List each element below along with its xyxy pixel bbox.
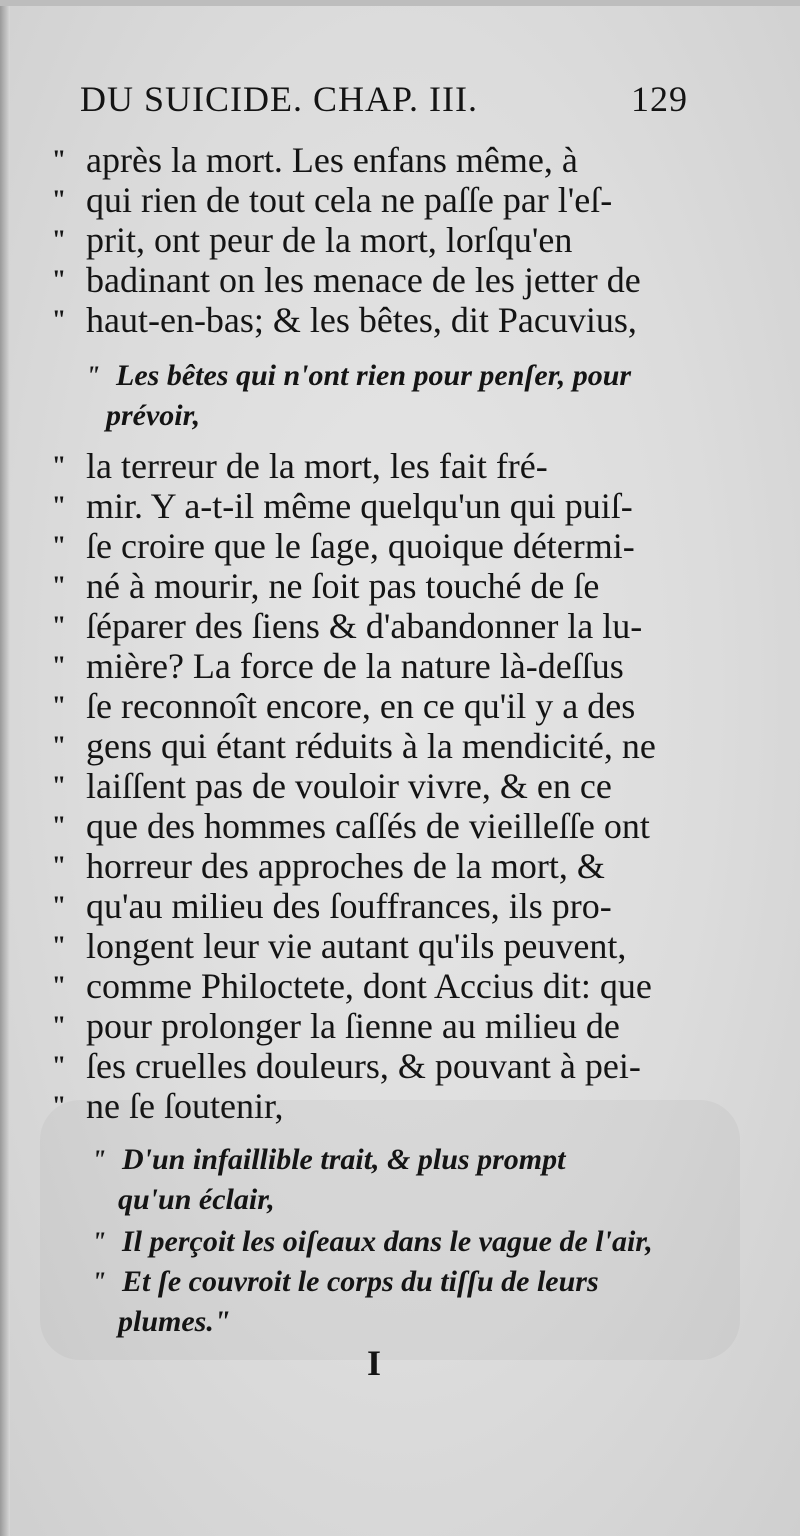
line-text: ne ſe ſoutenir, [86, 1086, 284, 1126]
quote-mark: " [51, 771, 67, 800]
page-top-edge [0, 0, 800, 6]
line-text: horreur des approches de la mort, & [86, 846, 605, 886]
line-text: ſe croire que le ſage, quoique détermi- [86, 526, 635, 566]
quote-mark: " [51, 225, 67, 254]
quote-mark: " [51, 305, 67, 334]
line-text: Et ſe couvroit le corps du tiſſu de leurs [122, 1265, 599, 1298]
page-number: 129 [631, 79, 688, 119]
line-text: ſes cruelles douleurs, & pouvant à pei- [86, 1046, 641, 1086]
running-header [80, 78, 700, 124]
quote-mark: " [85, 361, 101, 390]
line-text: laiſſent pas de vouloir vivre, & en ce [86, 766, 612, 806]
quote-mark: " [51, 891, 67, 920]
quote-mark: " [51, 145, 67, 174]
line-text: qui rien de tout cela ne paſſe par l'eſ- [86, 180, 613, 220]
line-text: Il perçoit les oiſeaux dans le vague de l'air, [122, 1225, 653, 1258]
line-text: haut-en-bas; & les bêtes, dit Pacuvius, [86, 300, 637, 340]
quote-mark: " [51, 265, 67, 294]
line-text: pour prolonger la ſienne au milieu de [86, 1006, 620, 1046]
line-text: longent leur vie autant qu'ils peuvent, [86, 926, 627, 966]
running-title: DU SUICIDE. CHAP. III. [80, 79, 478, 119]
line-text: gens qui étant réduits à la mendicité, ne [86, 726, 656, 766]
quote-mark: " [51, 971, 67, 1000]
quote-mark: " [51, 491, 67, 520]
quote-mark: " [51, 691, 67, 720]
line-text: la terreur de la mort, les fait fré- [86, 446, 548, 486]
quote-mark: " [51, 851, 67, 880]
quote-mark: " [51, 1011, 67, 1040]
quote-mark: " [51, 571, 67, 600]
line-text: mière? La force de la nature là-deſſus [86, 646, 624, 686]
quote-mark: " [51, 611, 67, 640]
line-text: prit, ont peur de la mort, lorſqu'en [86, 220, 573, 260]
quote-mark: " [91, 1267, 107, 1296]
quote-mark: " [51, 1051, 67, 1080]
line-text: prévoir, [106, 399, 201, 432]
line-text: né à mourir, ne ſoit pas touché de ſe [86, 566, 600, 606]
quote-mark: " [51, 811, 67, 840]
line-text: comme Philoctete, dont Accius dit: que [86, 966, 652, 1006]
line-text: badinant on les menace de les jetter de [86, 260, 641, 300]
line-text: D'un infaillible trait, & plus prompt [122, 1143, 566, 1176]
quote-mark: " [51, 651, 67, 680]
quote-mark: " [51, 451, 67, 480]
page-edge-shadow [0, 0, 10, 1536]
quote-mark: " [91, 1227, 107, 1256]
quote-mark: " [51, 931, 67, 960]
quote-mark: " [51, 1091, 67, 1120]
line-text: ſéparer des ſiens & d'abandonner la lu- [86, 606, 643, 646]
line-text: qu'au milieu des ſouffrances, ils pro- [86, 886, 612, 926]
quote-mark: " [51, 731, 67, 760]
line-text: après la mort. Les enfans même, à [86, 140, 578, 180]
line-text: mir. Y a-t-il même quelqu'un qui puiſ- [86, 486, 633, 526]
line-text: plumes." [118, 1305, 231, 1338]
quote-mark: " [91, 1145, 107, 1174]
line-text: ſe reconnoît encore, en ce qu'il y a des [86, 686, 636, 726]
line-text: que des hommes caſſés de vieilleſſe ont [86, 806, 650, 846]
quote-mark: " [51, 185, 67, 214]
catchword: I [367, 1343, 382, 1383]
quote-mark: " [51, 531, 67, 560]
line-text: Les bêtes qui n'ont rien pour penſer, pour [116, 359, 632, 392]
line-text: qu'un éclair, [118, 1183, 275, 1216]
